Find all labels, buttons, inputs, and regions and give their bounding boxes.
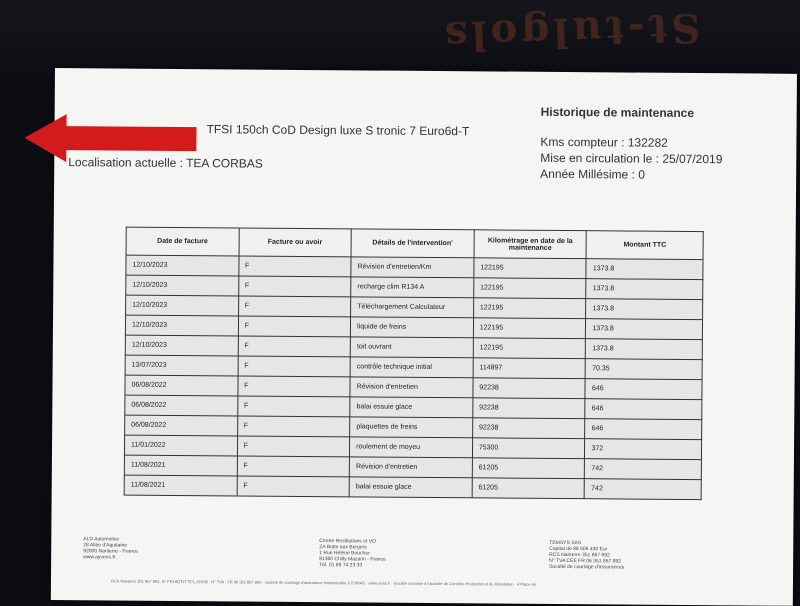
cell-amount: 372 [585,439,702,460]
cell-date: 06/08/2022 [125,375,238,396]
cell-amount: 1373.8 [586,299,703,320]
cell-type: F [237,416,350,437]
cell-date: 12/10/2023 [126,255,239,276]
cell-details: Téléchargement Calculateur [351,297,474,318]
cell-amount: 1373.8 [586,279,703,300]
cell-details: liquide de freins [351,317,474,338]
cell-details: contrôle technique initial [350,357,473,378]
cell-mileage: 122195 [474,278,587,299]
cell-type: F [238,356,351,377]
cell-date: 06/08/2022 [125,415,238,436]
footer-center [319,538,386,569]
cell-amount: 646 [585,399,702,420]
cell-mileage: 92238 [472,418,585,439]
maintenance-summary [540,104,723,183]
cell-type: F [237,476,350,497]
cell-details: plaquettes de freins [350,417,473,438]
footer-line: Tél. 01 69 74 23 33 [319,562,363,569]
footer-line: TEMSYS SAS [549,539,582,547]
footer-line: Société de courtage d'assurances [549,563,625,571]
cell-amount: 1373.8 [586,339,703,360]
footer-line: N° TVA CEE FR 06 351 867 892 [549,557,622,565]
maintenance-table [124,227,704,501]
cell-mileage: 114897 [473,358,586,379]
cell-date: 12/10/2023 [125,315,238,336]
cell-date: 11/08/2021 [124,455,237,476]
cell-amount: 646 [585,419,702,440]
footer-temsys [549,540,624,571]
vehicle-model: TFSI 150ch CoD Design luxe S tronic 7 Euro6d-T [206,122,470,139]
cell-type: F [238,296,351,317]
cell-type: F [237,456,350,477]
cell-amount: 1373.8 [586,319,703,340]
cell-mileage: 122195 [473,318,586,339]
cell-mileage: 61205 [472,458,585,479]
model-year: Année Millésime : 0 [540,166,645,182]
background-scrawl: St-tulgols [440,3,701,60]
cell-type: F [237,396,350,417]
cell-details: balai essuie glace [349,477,472,498]
cell-mileage: 122195 [473,298,586,319]
cell-type: F [237,436,350,457]
document-title: Historique de maintenance [540,104,695,121]
cell-details: Révision d'entretien [350,377,473,398]
cell-amount: 646 [585,379,702,400]
cell-amount: 742 [585,459,702,480]
cell-details: toit ouvrant [350,337,473,358]
footer-line: 1 Rue Hélène Boucher [319,550,370,557]
cell-date: 12/10/2023 [126,275,239,296]
cell-date: 06/08/2022 [125,395,238,416]
footer-line: ZA Butte aux Bergers [319,544,367,551]
footer-legal: RCS Nanterre 351 867 892, N° FR19QTLTTE3_61508 · N° TVA : FR 06 351 867 892 · société de courtage d'assurance immatriculée à l'ORIAS · www.orias.fr · Société soumise à l'autorité de Contrôle Prudentiel et de Résolution · 4 Place de [110,578,537,587]
cell-type: F [238,336,351,357]
table-row [124,475,701,500]
cell-details: roulement de moyeu [350,437,473,458]
table-header-row [126,227,703,260]
footer-line: www.ayvens.fr [83,554,116,561]
registration-date: Mise en circulation le : 25/07/2019 [540,150,723,167]
col-header-details: Détails de l'intervention' [351,229,474,258]
footer-line: 91380 Chilly Mazarin - France [319,556,386,563]
cell-date: 11/08/2021 [124,475,237,496]
footer-line: 92000 Nanterre - France [83,548,138,555]
cell-mileage: 92238 [473,378,586,399]
footer-line: Centre Restitutions et VO [319,538,377,545]
red-arrow-icon [24,112,204,165]
col-header-date: Date de facture [126,227,239,256]
footer-line: 28 Allée d'Aquitaine [83,542,128,549]
cell-type: F [238,376,351,397]
cell-mileage: 61205 [472,478,585,499]
footer-company [83,536,138,560]
cell-amount: 70.35 [586,359,703,380]
cell-type: F [238,316,351,337]
cell-mileage: 122195 [474,258,587,279]
col-header-type: Facture ou avoir [239,228,352,257]
cell-type: F [238,276,351,297]
current-location: Localisation actuelle : TEA CORBAS [68,155,263,171]
col-header-amount: Montant TTC [586,231,703,260]
cell-amount: 1373.8 [586,259,703,280]
cell-date: 12/10/2023 [126,295,239,316]
footer-line: RCS Nanterre 351 867 892 [549,551,610,559]
cell-details: Révision d'entretien [349,457,472,478]
cell-mileage: 92238 [473,398,586,419]
cell-details: recharge clim R134 A [351,277,474,298]
cell-mileage: 122195 [473,338,586,359]
cell-amount: 742 [585,479,702,500]
cell-type: F [238,256,351,277]
footer-line: Capital de 88 606 430 Eur [549,545,608,553]
maintenance-document [51,68,797,606]
cell-date: 13/07/2023 [125,355,238,376]
cell-date: 12/10/2023 [125,335,238,356]
cell-details: balai essuie glace [350,397,473,418]
footer-line: ALD Automotive [83,536,120,543]
odometer: Kms compteur : 132282 [540,134,668,150]
col-header-mileage: Kilométrage en date de la maintenance [474,230,587,259]
cell-date: 11/01/2022 [124,435,237,456]
cell-details: Révision d'entretien/Km [351,257,474,278]
cell-mileage: 75300 [472,438,585,459]
